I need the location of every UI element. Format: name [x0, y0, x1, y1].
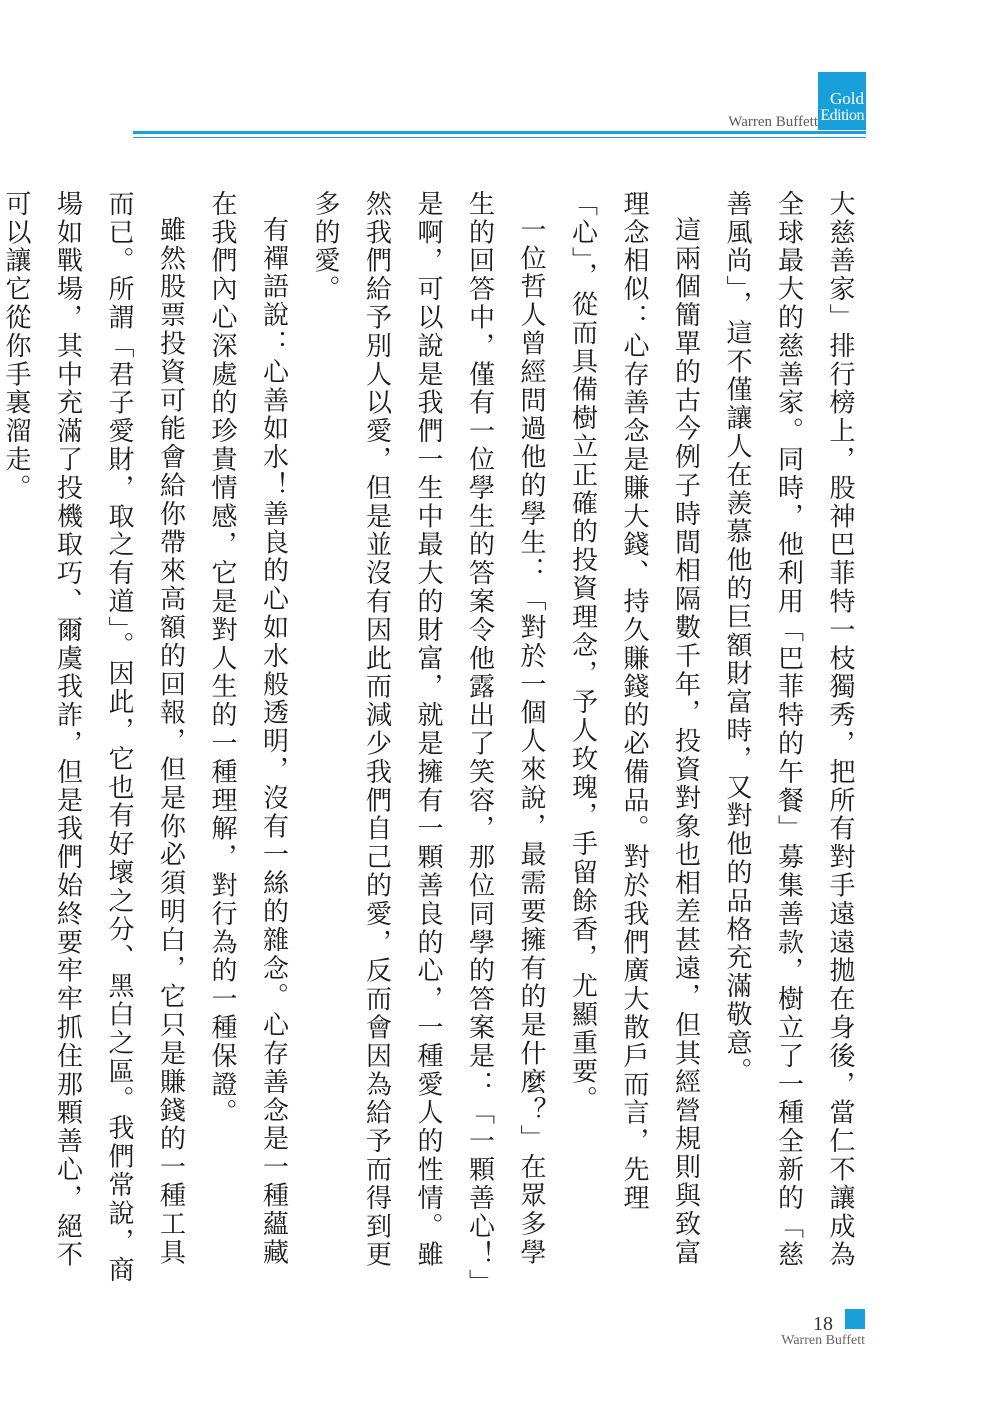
page-number: 18: [813, 1313, 833, 1335]
paragraph-5: 雖然股票投資可能會給你帶來高額的回報，但是你必須明白，它只是賺錢的一種工具而已。所謂「君子愛財，取之有道」。因此，它也有好壞之分、黑白之區。我們常說，商場如戰場，其中充滿了投機取巧、爾虞我詐，但是我們始終要牢牢抓住那顆善心，絕不可以讓它從你手裏溜走。: [1, 190, 186, 1285]
footer-accent-square: [845, 1309, 865, 1329]
badge-line-gold: Gold: [830, 89, 864, 108]
paragraph-2: 這兩個簡單的古今例子時間相隔數千年，投資對象也相差甚遠，但其經營規則與致富理念相似：心存善念是賺大錢、持久賺錢的必備品。對於我們廣大散戶而言，先理「心」，從而具備樹立正確的投資理念，予人玫瑰，手留餘香，尤顯重要。: [567, 190, 701, 1267]
header-author: Warren Buffett: [728, 114, 818, 130]
header-rule-thick: [133, 131, 866, 134]
badge-line-edition: Edition: [820, 107, 864, 124]
header-rule-thin: [133, 137, 866, 138]
paragraph-4: 有禪語說：心善如水！善良的心如水般透明，沒有一絲的雜念。心存善念是一種蘊藏在我們內心深處的珍貴情感，它是對人生的一種理解，對行為的一種保證。: [207, 190, 289, 1267]
gold-edition-badge: [818, 72, 866, 130]
footer-author: Warren Buffett: [781, 1333, 865, 1348]
paragraph-1: 大慈善家」排行榜上，股神巴菲特一枝獨秀，把所有對手遠遠拋在身後，當仁不讓成為全球最大的慈善家。同時，他利用「巴菲特的午餐」募集善款，樹立了一種全新的「慈善風尚」，這不僅讓人在羨慕他的巨額財富時，又對他的品格充滿敬意。: [722, 190, 855, 1270]
body-text: [1, 190, 865, 1285]
paragraph-3: 一位哲人曾經問過他的學生：「對於一個人來說，最需要擁有的是什麼？」在眾多學生的回答中，僅有一位學生的答案令他露出了笑容，那位同學的答案是：「一顆善心！」是啊，可以說是我們一生中最大的財富，就是擁有一顆善良的心，一種愛人的性情。雖然我們給予別人以愛，但是並沒有因此而減少我們自己的愛，反而會因為給予而得到更多的愛。: [310, 190, 546, 1285]
